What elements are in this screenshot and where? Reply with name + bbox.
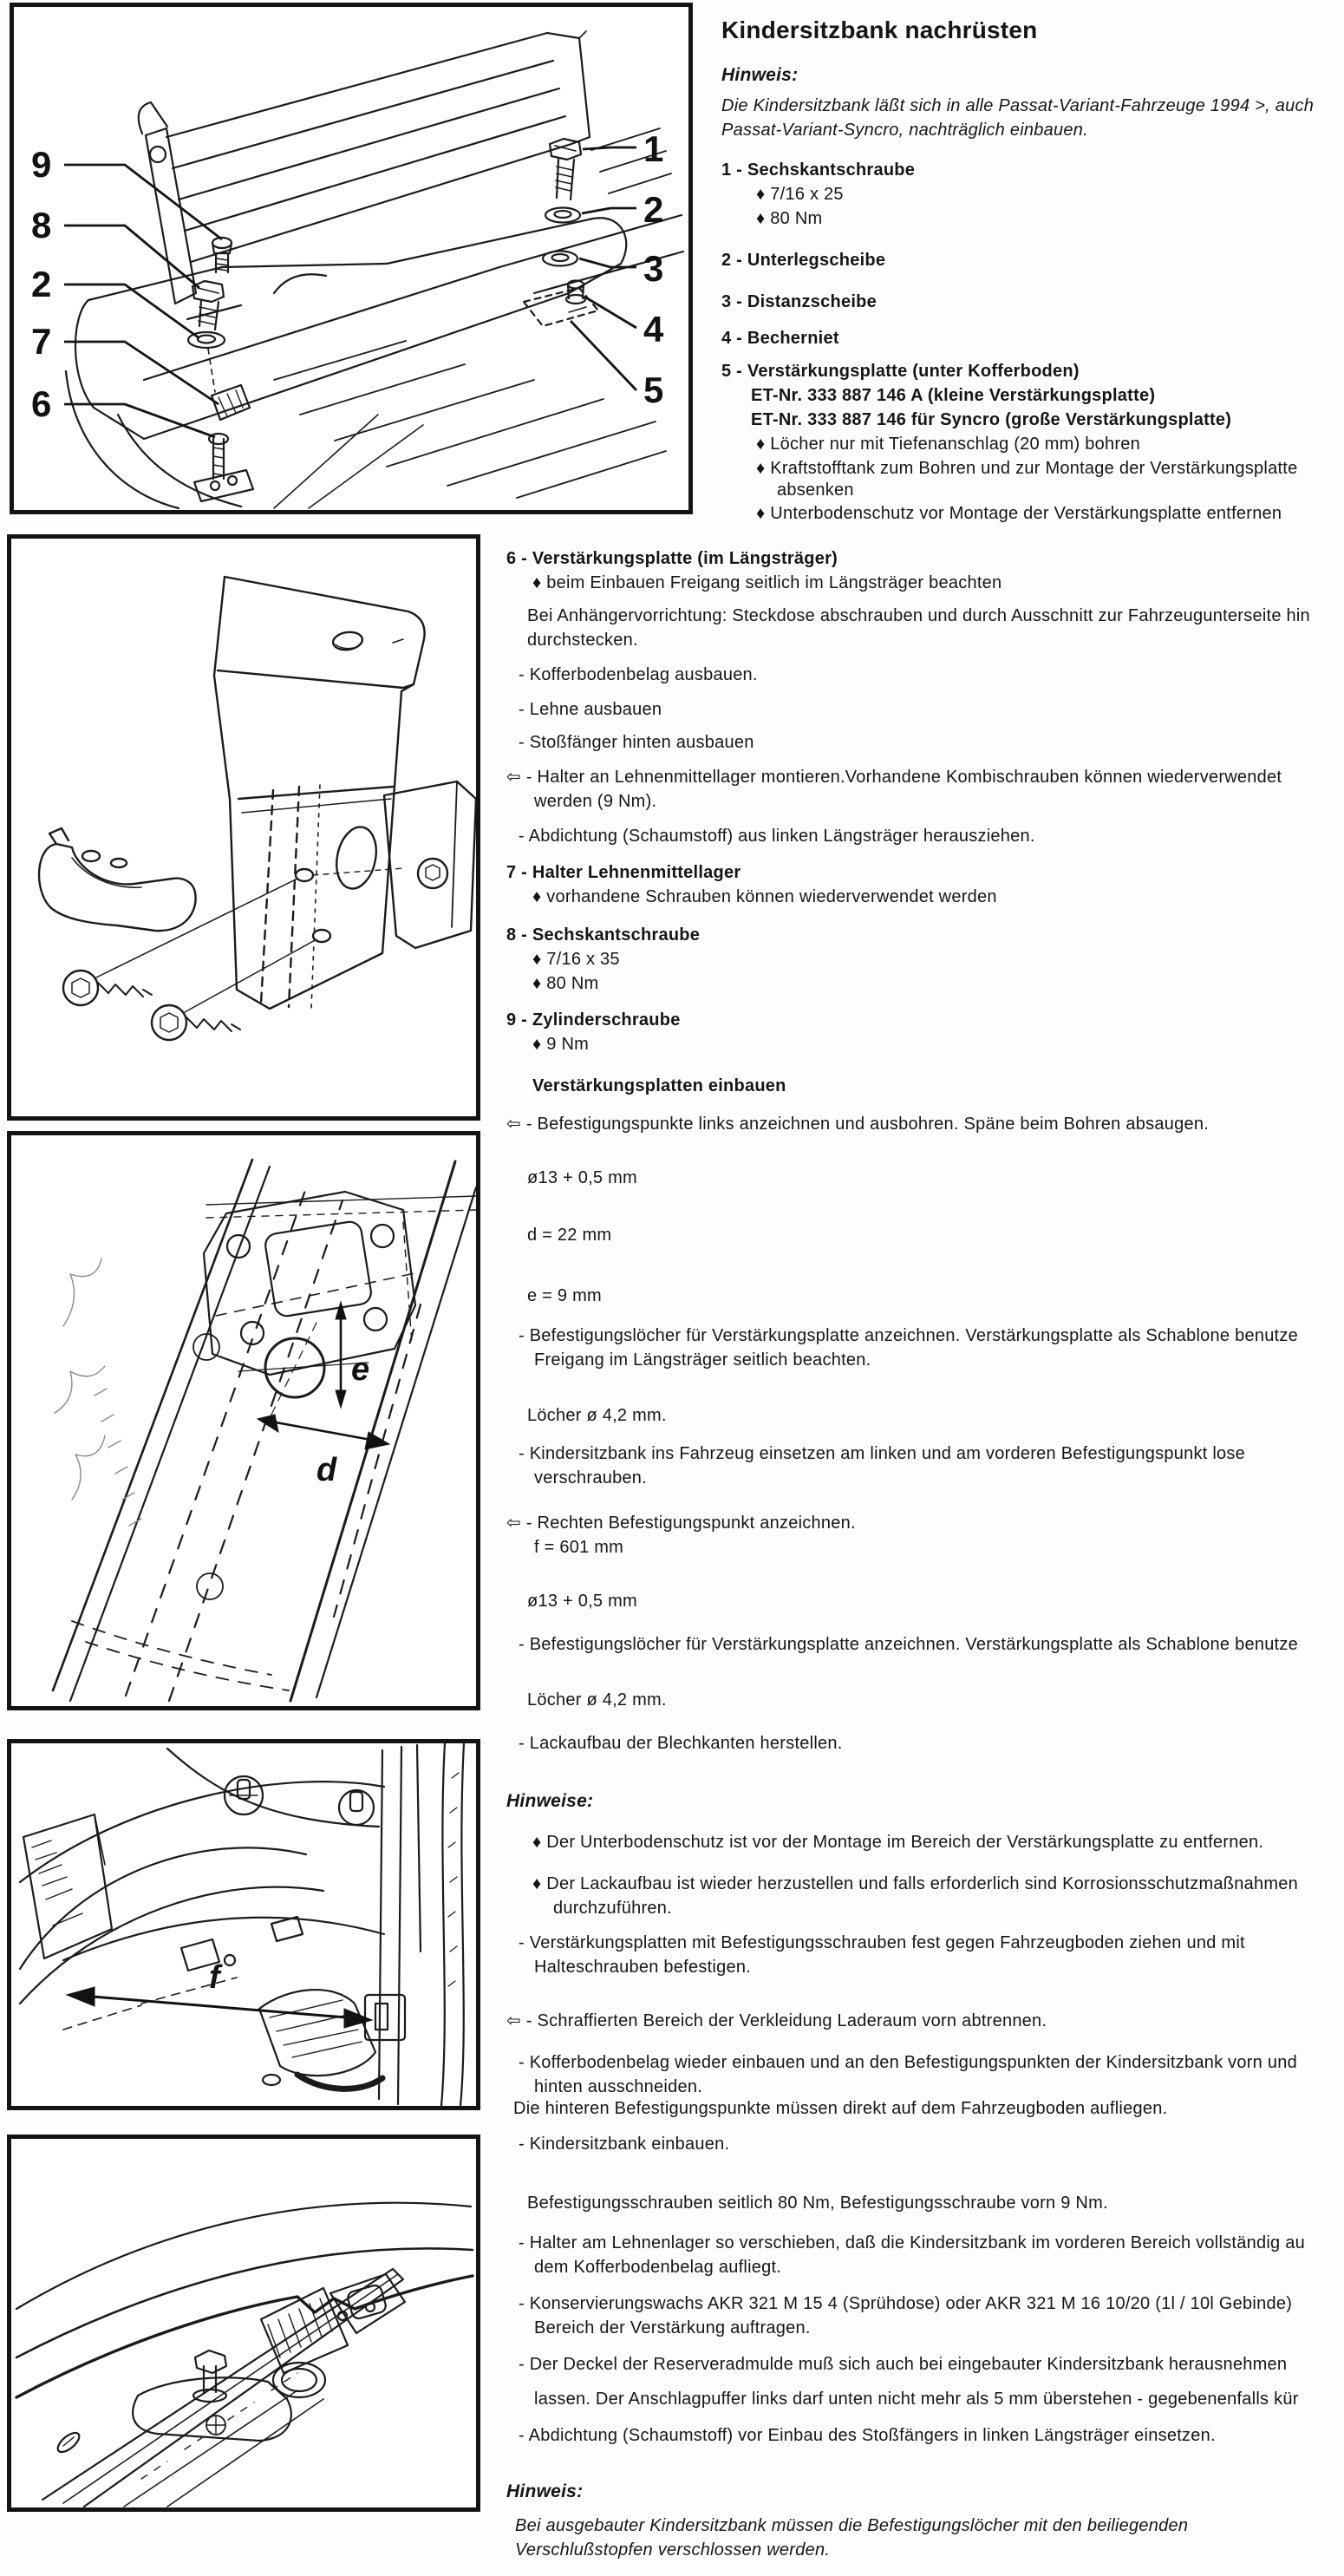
side-member-drawing xyxy=(11,2139,476,2507)
text-line: f = 601 mm xyxy=(534,1538,624,1557)
text-line: lassen. Der Anschlagpuffer links darf unten nicht mehr als 5 mm überstehen - gegebenenfalls kür xyxy=(534,2390,1299,2409)
text-line: 8 - Sechskantschraube xyxy=(506,925,701,945)
dimension-e-label: e xyxy=(351,1351,370,1388)
text-line: werden (9 Nm). xyxy=(534,792,657,811)
text-line: Hinweis: xyxy=(506,2481,584,2501)
text-line: 3 - Distanzscheibe xyxy=(721,292,878,311)
text-line: Hinweise: xyxy=(506,1791,594,1811)
text-line: - Kofferbodenbelag wieder einbauen und an den Befestigungspunkten der Kindersitzbank vorn und xyxy=(519,2053,1297,2072)
text-line: ♦ 80 Nm xyxy=(532,974,599,993)
text-line: 9 - Zylinderschraube xyxy=(506,1010,681,1030)
text-line: 1 - Sechskantschraube xyxy=(721,160,916,180)
text-line: Bei Anhängervorrichtung: Steckdose abschrauben und durch Ausschnitt zur Fahrzeugunterseite hin xyxy=(527,606,1310,625)
text-line: ♦ 80 Nm xyxy=(756,209,823,228)
text-line: ET-Nr. 333 887 146 A (kleine Verstärkungsplatte) xyxy=(751,386,1156,405)
text-line: 6 - Verstärkungsplatte (im Längsträger) xyxy=(506,549,838,568)
luggage-compartment-drawing xyxy=(11,1743,476,2106)
text-line: - Lehne ausbauen xyxy=(519,700,662,719)
text-line: Kindersitzbank nachrüsten xyxy=(721,16,1038,43)
text-line: ♦ Kraftstofftank zum Bohren und zur Montage der Verstärkungsplatte xyxy=(756,459,1298,478)
callout-6: 6 xyxy=(31,383,52,424)
text-line: Befestigungsschrauben seitlich 80 Nm, Befestigungsschraube vorn 9 Nm. xyxy=(527,2194,1108,2213)
text-line: d = 22 mm xyxy=(527,1226,612,1245)
text-line: - Befestigungslöcher für Verstärkungsplatte anzeichnen. Verstärkungsplatte als Schablone benutze xyxy=(519,1326,1298,1345)
text-line: 2 - Unterlegscheibe xyxy=(721,251,886,270)
text-line: ♦ 9 Nm xyxy=(532,1035,590,1054)
main-column xyxy=(506,0,1343,2576)
text-line: - Befestigungslöcher für Verstärkungsplatte anzeichnen. Verstärkungsplatte als Schablone benutze xyxy=(519,1635,1298,1654)
text-line: Die Kindersitzbank läßt sich in alle Passat-Variant-Fahrzeuge 1994 >, auch xyxy=(721,96,1315,115)
text-line: Halteschrauben befestigen. xyxy=(534,1958,751,1977)
bracket-drawing xyxy=(11,539,476,1116)
text-line: - Konservierungswachs AKR 321 M 15 4 (Sprühdose) oder AKR 321 M 16 10/20 (1l / 10l Gebinde) xyxy=(519,2294,1293,2313)
text-line: durchzuführen. xyxy=(553,1899,672,1918)
text-line: ♦ vorhandene Schrauben können wiederverwendet werden xyxy=(532,887,997,906)
text-line: Hinweis: xyxy=(721,65,799,85)
text-line: absenken xyxy=(777,481,854,500)
text-line: - Verstärkungsplatten mit Befestigungsschrauben fest gegen Fahrzeugboden ziehen und mit xyxy=(519,1933,1245,1952)
text-line: - Der Deckel der Reserveradmulde muß sich auch bei eingebauter Kindersitzbank herausnehmen xyxy=(519,2355,1288,2374)
callout-2-right: 2 xyxy=(643,189,664,230)
text-line: Die hinteren Befestigungspunkte müssen direkt auf dem Fahrzeugboden aufliegen. xyxy=(513,2099,1168,2118)
callout-8: 8 xyxy=(31,205,52,245)
text-line: Verschlußstopfen verschlossen werden. xyxy=(515,2540,831,2560)
text-line: 4 - Becherniet xyxy=(721,329,839,348)
text-line: 7 - Halter Lehnenmittellager xyxy=(506,863,741,882)
dimension-f-label: f xyxy=(209,1959,220,1996)
text-line: ET-Nr. 333 887 146 für Syncro (große Verstärkungsplatte) xyxy=(751,410,1232,429)
callout-4: 4 xyxy=(643,309,664,350)
text-line: e = 9 mm xyxy=(527,1286,602,1305)
text-line: Passat-Variant-Syncro, nachträglich einbauen. xyxy=(721,121,1088,140)
callout-9: 9 xyxy=(31,144,52,185)
text-line: ♦ beim Einbauen Freigang seitlich im Längsträger beachten xyxy=(532,573,1002,592)
text-line: ⇦ - Schraffierten Bereich der Verkleidung Laderaum vorn abtrennen. xyxy=(506,2011,1047,2030)
text-line: 5 - Verstärkungsplatte (unter Kofferboden) xyxy=(721,362,1080,381)
drill-template-drawing xyxy=(11,1135,476,1706)
callout-5: 5 xyxy=(643,369,664,410)
text-line: - Kofferbodenbelag ausbauen. xyxy=(519,665,758,684)
text-line: ♦ Der Unterbodenschutz ist vor der Montage im Bereich der Verstärkungsplatte zu entfernen. xyxy=(532,1833,1264,1852)
text-line: - Kindersitzbank einbauen. xyxy=(519,2135,730,2154)
text-line: ⇦ - Befestigungspunkte links anzeichnen und ausbohren. Späne beim Bohren absaugen. xyxy=(506,1115,1210,1134)
text-line: - Abdichtung (Schaumstoff) vor Einbau des Stoßfängers in linken Längsträger einsetzen. xyxy=(519,2426,1216,2445)
text-line: Freigang im Längsträger seitlich beachten. xyxy=(534,1350,871,1370)
text-line: - Stoßfänger hinten ausbauen xyxy=(519,733,754,752)
text-line: Verstärkungsplatten einbauen xyxy=(532,1076,786,1095)
text-line: ♦ Löcher nur mit Tiefenanschlag (20 mm) bohren xyxy=(756,435,1141,454)
text-line: Löcher ø 4,2 mm. xyxy=(527,1690,667,1710)
callout-7: 7 xyxy=(31,321,52,362)
figure-luggage-compartment xyxy=(7,1739,480,2110)
text-line: ø13 + 0,5 mm xyxy=(527,1168,637,1187)
figure-side-member xyxy=(7,2135,480,2512)
text-line: durchstecken. xyxy=(527,631,638,650)
text-line: Löcher ø 4,2 mm. xyxy=(527,1406,667,1425)
callout-1: 1 xyxy=(643,128,664,169)
text-line: - Kindersitzbank ins Fahrzeug einsetzen am linken und am vorderen Befestigungspunkt lose xyxy=(519,1444,1246,1463)
text-line: ⇦ - Rechten Befestigungspunkt anzeichnen. xyxy=(506,1514,856,1533)
figure-bracket-reinforcement-plate xyxy=(7,534,480,1121)
text-line: verschrauben. xyxy=(534,1468,647,1487)
text-line: ♦ 7/16 x 35 xyxy=(532,950,620,969)
text-line: Bereich der Verstärkung auftragen. xyxy=(534,2318,811,2337)
text-line: ♦ 7/16 x 25 xyxy=(756,185,844,204)
text-line: hinten ausschneiden. xyxy=(534,2077,703,2096)
text-line: ♦ Der Lackaufbau ist wieder herzustellen und falls erforderlich sind Korrosionsschutzmaßnahmen xyxy=(532,1874,1299,1893)
text-line: Bei ausgebauter Kindersitzbank müssen die Befestigungslöcher mit den beiliegenden xyxy=(515,2516,1189,2535)
callout-3: 3 xyxy=(643,248,664,289)
text-line: ø13 + 0,5 mm xyxy=(527,1592,637,1611)
figure-drill-template xyxy=(7,1131,480,1710)
text-line: - Abdichtung (Schaumstoff) aus linken Längsträger herausziehen. xyxy=(519,827,1035,846)
text-line: - Lackaufbau der Blechkanten herstellen. xyxy=(519,1734,843,1753)
text-line: dem Kofferbodenbelag aufliegt. xyxy=(534,2258,782,2277)
callout-2-left: 2 xyxy=(31,264,52,304)
text-line: ♦ Unterbodenschutz vor Montage der Verstärkungsplatte entfernen xyxy=(756,504,1282,523)
text-line: - Halter am Lehnenlager so verschieben, daß die Kindersitzbank im vorderen Bereich vollständig au xyxy=(519,2233,1305,2252)
text-line: ⇦ - Halter an Lehnenmittellager montieren.Vorhandene Kombischrauben können wiederverwendet xyxy=(506,768,1282,787)
dimension-d-label: d xyxy=(316,1452,337,1488)
